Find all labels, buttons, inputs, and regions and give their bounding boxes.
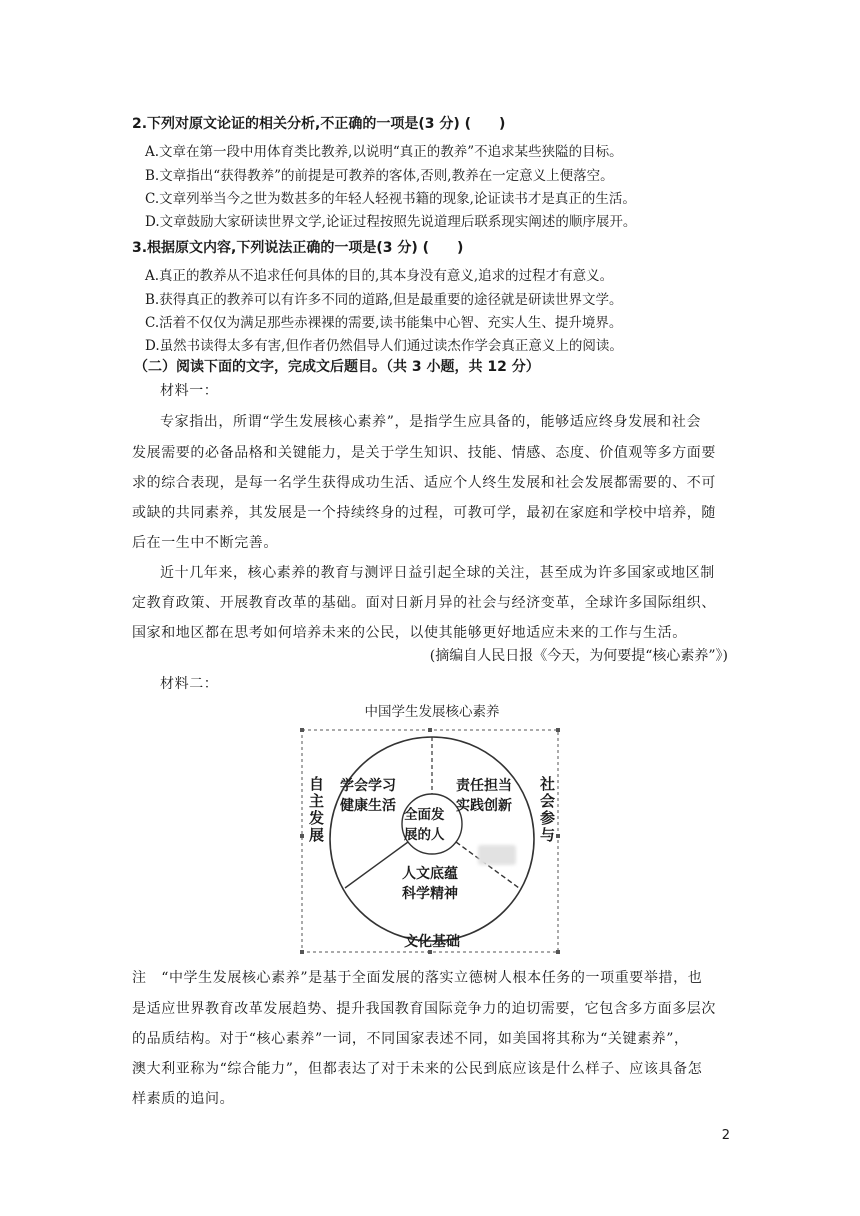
upper-left-line: 健康生活 (340, 798, 396, 814)
upper-left-line: 学会学习 (340, 778, 396, 794)
material-1-line: 发展需要的必备品格和关键能力，是关于学生知识、技能、情感、态度、价值观等多方面要 (132, 445, 716, 461)
question-3-title: 3.根据原文内容,下列说法正确的一项是(3 分) ( ) (132, 240, 464, 256)
question-3-option-b: B.获得真正的教养可以有许多不同的道路,但是最重要的途径就是研读世界文学。 (145, 292, 623, 308)
bottom-label: 文化基础 (404, 934, 460, 950)
left-side-label: 自主发展 (307, 776, 325, 844)
note-line: 的品质结构。对于“核心素养”一词，不同国家表述不同，如美国将其称为“关键素养”， (132, 1031, 689, 1047)
material-1-line: 定教育政策、开展教育改革的基础。面对日新月异的社会与经济变革，全球许多国际组织、 (132, 595, 716, 611)
note-line: 是适应世界教育改革发展趋势、提升我国教育国际竞争力的迫切需要，它包含多方面多层次 (132, 1001, 716, 1017)
section-title: （二）阅读下面的文字，完成文后题目。（共 3 小题，共 12 分） (134, 359, 540, 375)
page-number: 2 (721, 1128, 730, 1143)
frame-mid-left (300, 834, 304, 838)
material-1-source: (摘编自人民日报《今天，为何要提“核心素养”》) (429, 648, 728, 664)
figure-title: 中国学生发展核心素养 (364, 704, 500, 720)
material-1-line: 国家和地区都在思考如何培养未来的公民，以使其能够更好地适应未来的工作与生活。 (132, 625, 687, 641)
note-line: 样素质的追问。 (132, 1091, 235, 1107)
question-2-title: 2.下列对原文论证的相关分析,不正确的一项是(3 分) ( ) (132, 116, 506, 132)
note-line: 注 “中学生发展核心素养”是基于全面发展的落实立德树人根本任务的一项重要举措，也 (132, 970, 703, 986)
note-line: 澳大利亚称为“综合能力”，但都表达了对于未来的公民到底应该是什么样子、应该具备怎 (132, 1061, 703, 1077)
bottom-sector-line: 人文底蕴 (402, 866, 458, 882)
upper-right-sector (456, 776, 512, 816)
right-side-label: 社会参与 (538, 776, 556, 844)
material-1-label: 材料一： (160, 383, 219, 399)
blurred-mark (478, 845, 516, 865)
question-2-option-d: D.文章鼓励大家研读世界文学,论证过程按照先说道理后联系现实阐述的顺序展开。 (145, 214, 637, 230)
question-3-option-a: A.真正的教养从不追求任何具体的目的,其本身没有意义,追求的过程才有意义。 (145, 268, 614, 284)
divider-left (345, 842, 408, 888)
question-3-option-d: D.虽然书读得太多有害,但作者仍然倡导人们通过读杰作学会真正意义上的阅读。 (145, 338, 623, 354)
core-literacy-diagram (298, 700, 566, 960)
center-line: 全面发 (404, 807, 445, 823)
frame-corner (556, 728, 560, 732)
upper-right-line: 实践创新 (456, 798, 512, 814)
material-1-line: 求的综合表现，是每一名学生获得成功生活、适应个人终生发展和社会发展都需要的、不可 (132, 475, 716, 491)
upper-right-line: 责任担当 (456, 778, 512, 794)
bottom-sector (402, 864, 458, 904)
question-2-option-a: A.文章在第一段中用体育类比教养,以说明“真正的教养”不追求某些狭隘的目标。 (145, 144, 623, 160)
upper-left-sector (340, 776, 396, 816)
center-line: 展的人 (404, 827, 445, 843)
material-1-line: 后在一生中不断完善。 (132, 535, 278, 551)
material-2-label: 材料二： (160, 676, 219, 692)
center-label (404, 805, 445, 845)
frame-corner (300, 728, 304, 732)
question-2-option-c: C.文章列举当今之世为数甚多的年轻人轻视书籍的现象,论证读书才是真正的生活。 (145, 191, 636, 207)
question-2-option-b: B.文章指出“获得教养”的前提是可教养的客体,否则,教养在一定意义上便落空。 (145, 168, 614, 184)
material-1-line: 专家指出，所谓“学生发展核心素养”，是指学生应具备的，能够适应终身发展和社会 (160, 414, 702, 430)
material-1-line: 近十几年来，核心素养的教育与测评日益引起全球的关注，甚至成为许多国家或地区制 (160, 565, 715, 581)
bottom-sector-line: 科学精神 (402, 886, 458, 902)
material-1-line: 或缺的共同素养，其发展是一个持续终身的过程，可教可学，最初在家庭和学校中培养，随 (132, 505, 716, 521)
question-3-option-c: C.活着不仅仅为满足那些赤裸裸的需要,读书能集中心智、充实人生、提升境界。 (145, 315, 623, 331)
frame-mid-top (428, 728, 432, 732)
